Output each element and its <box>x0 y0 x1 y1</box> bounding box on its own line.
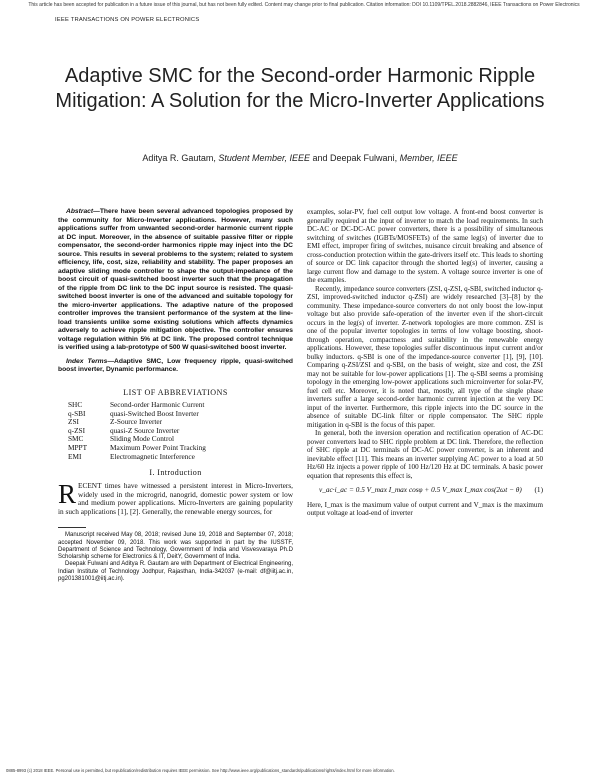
introduction-first-word: ECENT <box>78 480 102 490</box>
abbreviation-value: quasi-Switched Boost Inverter <box>110 408 199 418</box>
body-paragraph-3: In general, both the inversion operation and rectification operation of AC-DC power converters lead to SHC ripple problem at DC link. Therefore, the reflection of SHC ripple at DC terminals of DC-AC power converter, is an inherent and inevitable effect [11]. This means an inverter supplying AC power to a load at 50 Hz/60 Hz injects a power ripple of 100 Hz/120 Hz at DC terminals. A basic power equation that represents this effect is, <box>307 429 543 480</box>
abbreviation-key: q-ZSI <box>68 425 86 435</box>
abbreviations-heading: LIST OF ABBREVIATIONS <box>123 387 228 397</box>
journal-name: IEEE TRANSACTIONS ON POWER ELECTRONICS <box>55 17 200 23</box>
abbreviation-value: Maximum Power Point Tracking <box>110 442 206 452</box>
left-column <box>58 208 293 583</box>
abbreviation-value: Second-order Harmonic Current <box>110 400 205 409</box>
abstract-label: Abstract <box>66 208 94 215</box>
abbreviations-list <box>58 401 293 461</box>
equation-number: (1) <box>534 485 543 494</box>
index-terms-label: Index Terms <box>66 357 108 365</box>
equation-expression: v_ac·i_ac = 0.5 V_max I_max cosφ + 0.5 V_max I_max cos(2ωt − θ) <box>319 485 522 494</box>
footnote-divider <box>58 527 86 528</box>
abbreviation-key: SHC <box>68 400 83 409</box>
acceptance-notice: This article has been accepted for publication in a future issue of this journal, but has not been fully edited. Content may change prior to final publication. Citation information: DOI 10.1109/TPEL.2018.2882846, IEEE Transactions on Power Electronics <box>28 2 580 8</box>
abbreviation-value: Sliding Mode Control <box>110 434 175 444</box>
introduction-paragraph <box>58 478 293 518</box>
author-line <box>40 153 560 163</box>
abbreviation-key: q-SBI <box>68 408 86 418</box>
author-1: Aditya R. Gautam, <box>142 153 216 163</box>
abbreviation-key: ZSI <box>68 417 79 427</box>
abbreviation-value: quasi-Z Source Inverter <box>110 425 180 435</box>
abbreviation-key: SMC <box>68 434 84 444</box>
author-2: Deepak Fulwani, <box>330 153 398 163</box>
footnote-manuscript: Manuscript received May 08, 2018; revised June 19, 2018 and September 07, 2018; accepted November 09, 2018. This work was supported in part by the IUSSTF, Department of Science and Technology, Government of India and Visvesvaraya Ph.D Scholarship scheme for Electronics & IT, DeitY, Government of India. <box>58 532 293 561</box>
body-paragraph-1: examples, solar-PV, fuel cell output low voltage. A front-end boost converter is generally required at the input of inverter to match the load requirements. In such DC-AC or DC-DC-AC power converters, there is a possibility of simultaneous switching of switches (IGBTs/MOSFETs) of the same leg(s) of inverter due to EMI effect, improper firing of switches, nuisance circuit breaking and absence of cross-conduction protection within the gate-drivers itself etc. This leads to shorting of source or DC link capacitor through the shorted leg(s) of inverter, causing a large current flow and damage to the system. A voltage source inverter is one of the examples. <box>307 208 543 284</box>
paper-title: Adaptive SMC for the Second-order Harmonic Ripple Mitigation: A Solution for the Micro-Inverter Applications <box>55 65 545 112</box>
right-column <box>307 208 543 518</box>
drop-cap: R <box>58 478 77 509</box>
equation-1 <box>307 486 543 495</box>
abbreviation-key: EMI <box>68 451 82 461</box>
abstract-text: —There have been several advanced topologies proposed by the community for Micro-Inverter applications. However, many such applications suffer from unwanted second-order harmonic current ripple at DC input. Moreover, in the absence of suitable passive filter or ripple compensator, the second-order harmonics ripple may inject into the DC source. This results in several problems to the system; related to system efficiency, life, cost, size, reliability and stability. The paper proposes an adaptive sliding mode controller to shape the output-impedance of the boost circuit of quasi-switched boost inverter such that the propagation of the ripple from DC link to the DC input source is resisted. The quasi-switched boost inverter is one of the advanced and suitable topology for the micro-inverter applications. The adaptive nature of the proposed controller improves the transient performance of the system at the line-load transients unlike some existing solutions which affects dynamics adversely to achieve ripple mitigation objective. The controller ensures voltage regulation within 5% at DC link. The proposed control technique is verified using a lab-prototype of 500 W quasi-switched boost inverter. <box>58 208 293 351</box>
copyright-footer: 0885-8993 (c) 2018 IEEE. Personal use is permitted, but republication/redistribution requires IEEE permission. See http://www.ieee.org/publications_standards/publications/rights/index.html for more information. <box>6 768 395 773</box>
author-1-role: Student Member, IEEE <box>218 153 310 163</box>
abbreviation-row <box>58 427 293 436</box>
abbreviation-row <box>58 453 293 462</box>
author-2-role: Member, IEEE <box>399 153 458 163</box>
abbreviation-row <box>58 410 293 419</box>
introduction-text: times have witnessed a persistent interest in Micro-Inverters, widely used in the microgrid, nanogrid, domestic power system or low and medium power applications. Micro-Inverters are gaining popularity in such applications [1], [2]. Generally, the renewable energy sources, for <box>58 480 293 517</box>
abbreviation-value: Z-Source Inverter <box>110 417 163 427</box>
abbreviation-value: Electromagnetic Interference <box>110 451 195 461</box>
index-terms <box>58 358 293 375</box>
body-paragraph-2: Recently, impedance source converters (ZSI, q-ZSI, q-SBI, switched inductor q-ZSI, improved-switched inductor q-ZSI) are widely researched [3]–[8] by the community. These impedance-source converters do not only boost the low-input voltage but also provide safe-operation of the inverter even if the short-circuit occurs in the leg(s) of inverter. Z-network topologies are more common. ZSI is one of the popular inverter topologies in terms of low voltage boosting, shoot-through operation, compactness and suitability in the renewable energy applications. However, these topologies suffer discontinuous input current and/or bulky inductors. q-SBI is one of the impedance-source converter [1], [9], [10]. Comparing q-ZSI/ZSI and q-SBI, on the basis of weight, size and cost, the ZSI may not be suitable for low-power applications [1]. The q-SBI seems a promising topology in the emerging low-power applications such microinverter for solar-PV, fuel cell etc. Moreover, it is noted that, mostly, all type of the single phase inverters suffer a large second-order harmonic current injection at the very DC input of the inverter. Furthermore, this ripple injects into the DC source in the absence of suitable DC-link filter or ripple compensator. The SHC ripple mitigation in q-SBI is the focus of this paper. <box>307 284 543 429</box>
index-terms-text: —Adaptive SMC, Low frequency ripple, quasi-switched boost inverter, Dynamic performance. <box>58 357 293 373</box>
abbreviation-key: MPPT <box>68 442 88 452</box>
footnote-affiliation: Deepak Fulwani and Aditya R. Gautam are with Department of Electrical Engineering, Indian Institute of Technology Jodhpur, Rajasthan, India-342037 (e-mail: df@iitj.ac.in, pg201381001@iitj.ac.in). <box>58 561 293 583</box>
body-paragraph-4: Here, I_max is the maximum value of output current and V_max is the maximum output voltage at load-end of inverter <box>307 500 543 517</box>
introduction-heading: I. Introduction <box>149 468 202 478</box>
author-conjunction: and <box>312 153 328 163</box>
abstract <box>58 208 293 353</box>
